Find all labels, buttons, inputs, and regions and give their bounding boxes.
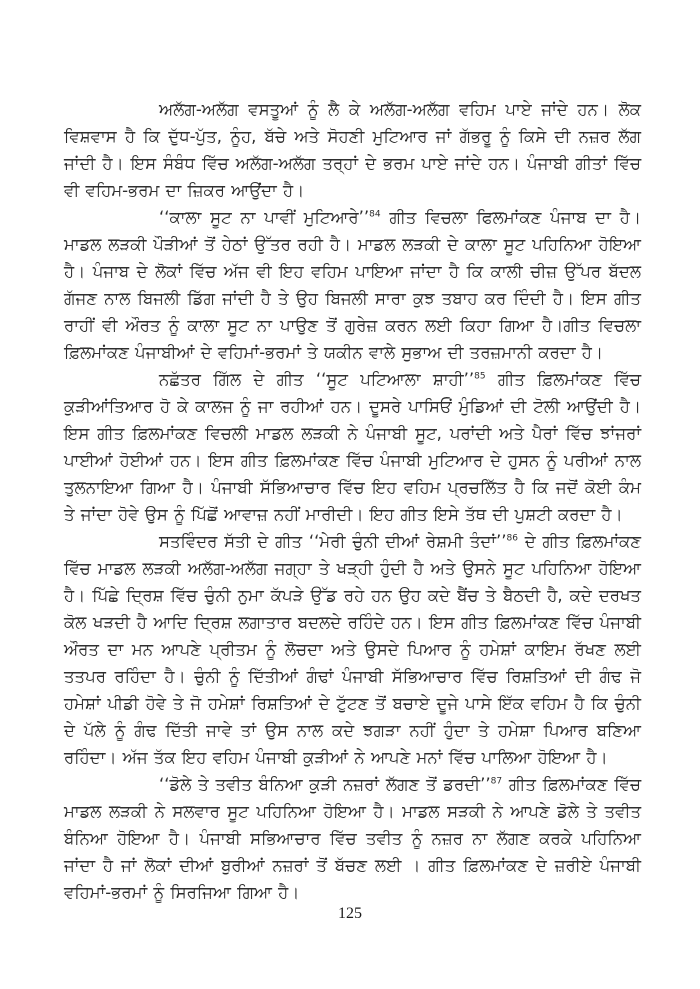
song-title-quote: ‘‘ਮੇਰੀ ਚੁੰਨੀ ਦੀਆਂ ਰੇਸ਼ਮੀ ਤੰਦਾਂ’’ [308,532,507,551]
song-title-quote: ‘‘ਸੂਟ ਪਟਿਆਲਾ ਸ਼ਾਹੀ’’ [315,370,475,389]
paragraph-text: ਸਤਵਿੰਦਰ ਸੱਤੀ ਦੇ ਗੀਤ [159,532,309,551]
footnote-ref-86: 86 [506,533,518,544]
page-number: 125 [338,905,362,922]
footnote-ref-87: 87 [490,776,503,787]
song-title-quote: ‘‘ਡੋਲੇ ਤੇ ਤਵੀਤ ਬੰਨਿਆ ਕੁੜੀ ਨਜ਼ਰਾਂ ਲੱਗਣ ਤੋਂ ਡਰਦੀ’’ [159,775,491,794]
song-title-quote: ‘‘ਕਾਲਾ ਸੂਟ ਨਾ ਪਾਵੀਂ ਮੁਟਿਆਰੇ’’ [159,208,370,227]
footnote-ref-85: 85 [474,371,486,382]
footnote-ref-84: 84 [369,209,381,220]
paragraph-text: ਨਛੱਤਰ ਗਿੱਲ ਦੇ ਗੀਤ [159,370,316,389]
paragraph-4 [64,528,641,771]
text-block [64,96,641,906]
paragraph-text: ਗੀਤ ਵਿਚਲਾ ਫਿਲਮਾਂਕਣ ਪੰਜਾਬ ਦਾ ਹੈ। ਮਾਡਲ ਲੜਕੀ ਪੌੜੀਆਂ ਤੋਂ ਹੇਠਾਂ ਉੱਤਰ ਰਹੀ ਹੈ। ਮਾਡਲ ਲੜਕੀ ਦੇ ਕਾਲਾ ਸੂਟ ਪਹਿਨਿਆ ਹੋਇਆ ਹੈ। ਪੰਜਾਬ ਦੇ ਲੋਕਾਂ ਵਿੱਚ ਅੱਜ ਵੀ ਇਹ ਵਹਿਮ ਪਾਇਆ ਜਾਂਦਾ ਹੈ ਕਿ ਕਾਲੀ ਚੀਜ਼ ਉੱਪਰ ਬੱਦਲ ਗੱਜਣ ਨਾਲ ਬਿਜਲੀ ਡਿੱਗ ਜਾਂਦੀ ਹੈ ਤੇ ਉਹ ਬਿਜਲੀ ਸਾਰਾ ਕੁਝ ਤਬਾਹ ਕਰ ਦਿੰਦੀ ਹੈ। ਇਸ ਗੀਤ ਰਾਹੀਂ ਵੀ ਔਰਤ ਨੂੰ ਕਾਲਾ ਸੂਟ ਨਾ ਪਾਉਣ ਤੋਂ ਗੁਰੇਜ਼ ਕਰਨ ਲਈ ਕਿਹਾ ਗਿਆ ਹੈ।ਗੀਤ ਵਿਚਲਾ ਫ਼ਿਲਮਾਂਕਣ ਪੰਜਾਬੀਆਂ ਦੇ ਵਹਿਮਾਂ-ਭਰਮਾਂ ਤੇ ਯਕੀਨ ਵਾਲੇ ਸੁਭਾਅ ਦੀ ਤਰਜ਼ਮਾਨੀ ਕਰਦਾ ਹੈ। [64,208,641,362]
paragraph-text: ਗੀਤ ਫ਼ਿਲਮਾਂਕਣ ਵਿੱਚ ਮਾਡਲ ਲੜਕੀ ਨੇ ਸਲਵਾਰ ਸੂਟ ਪਹਿਨਿਆ ਹੋਇਆ ਹੈ। ਮਾਡਲ ਸੜਕੀ ਨੇ ਆਪਣੇ ਡੋਲੇ ਤੇ ਤਵੀਤ ਬੰਨਿਆ ਹੋਇਆ ਹੈ। ਪੰਜਾਬੀ ਸਭਿਆਚਾਰ ਵਿੱਚ ਤਵੀਤ ਨੂੰ ਨਜ਼ਰ ਨਾ ਲੱਗਣ ਕਰਕੇ ਪਹਿਨਿਆ ਜਾਂਦਾ ਹੈ ਜਾਂ ਲੋਕਾਂ ਦੀਆਂ ਬੁਰੀਆਂ ਨਜ਼ਰਾਂ ਤੋਂ ਬੱਚਣ ਲਈ । ਗੀਤ ਫ਼ਿਲਮਾਂਕਣ ਦੇ ਜ਼ਰੀਏ ਪੰਜਾਬੀ ਵਹਿਮਾਂ-ਭਰਮਾਂ ਨੂੰ ਸਿਰਜਿਆ ਗਿਆ ਹੈ। [64,775,641,902]
paragraph-text: ਅਲੱਗ-ਅਲੱਗ ਵਸਤੂਆਂ ਨੂੰ ਲੈ ਕੇ ਅਲੱਗ-ਅਲੱਗ ਵਹਿਮ ਪਾਏ ਜਾਂਦੇ ਹਨ। ਲੋਕ ਵਿਸ਼ਵਾਸ ਹੈ ਕਿ ਦੁੱਧ-ਪੁੱਤ, ਨੂੰਹ, ਬੱਚੇ ਅਤੇ ਸੋਹਣੀ ਮੁਟਿਆਰ ਜਾਂ ਗੱਭਰੂ ਨੂੰ ਕਿਸੇ ਦੀ ਨਜ਼ਰ ਲੱਗ ਜਾਂਦੀ ਹੈ। ਇਸ ਸੰਬੰਧ ਵਿੱਚ ਅਲੱਗ-ਅਲੱਗ ਤਰ੍ਹਾਂ ਦੇ ਭਰਮ ਪਾਏ ਜਾਂਦੇ ਹਨ। ਪੰਜਾਬੀ ਗੀਤਾਂ ਵਿੱਚ ਵੀ ਵਹਿਮ-ਭਰਮ ਦਾ ਜ਼ਿਕਰ ਆਉਂਦਾ ਹੈ। [64,100,641,200]
paragraph-2 [64,204,641,366]
paragraph-3 [64,366,641,528]
paragraph-5 [64,771,641,906]
paragraph-text: ਦੇ ਗੀਤ ਫ਼ਿਲਮਾਂਕਣ ਵਿੱਚ ਮਾਡਲ ਲੜਕੀ ਅਲੱਗ-ਅਲੱਗ ਜਗ੍ਹਾ ਤੇ ਖੜ੍ਹੀ ਹੁੰਦੀ ਹੈ ਅਤੇ ਉਸਨੇ ਸੂਟ ਪਹਿਨਿਆ ਹੋਇਆ ਹੈ। ਪਿੱਛੇ ਦ੍ਰਿਸ਼ ਵਿੱਚ ਚੁੰਨੀ ਨੁਮਾ ਕੱਪੜੇ ਉੱਡ ਰਹੇ ਹਨ ਉਹ ਕਦੇ ਬੈਂਚ ਤੇ ਬੈਠਦੀ ਹੈ, ਕਦੇ ਦਰਖਤ ਕੋਲ ਖੜਦੀ ਹੈ ਆਦਿ ਦ੍ਰਿਸ਼ ਲਗਾਤਾਰ ਬਦਲਦੇ ਰਹਿੰਦੇ ਹਨ। ਇਸ ਗੀਤ ਫ਼ਿਲਮਾਂਕਣ ਵਿੱਚ ਪੰਜਾਬੀ ਔਰਤ ਦਾ ਮਨ ਆਪਣੇ ਪ੍ਰੀਤਮ ਨੂੰ ਲੋਚਦਾ ਅਤੇ ਉਸਦੇ ਪਿਆਰ ਨੂੰ ਹਮੇਸ਼ਾਂ ਕਾਇਮ ਰੱਖਣ ਲਈ ਤਤਪਰ ਰਹਿੰਦਾ ਹੈ। ਚੁੰਨੀ ਨੂੰ ਦਿੱਤੀਆਂ ਗੰਢਾਂ ਪੰਜਾਬੀ ਸੱਭਿਆਚਾਰ ਵਿੱਚ ਰਿਸ਼ਤਿਆਂ ਦੀ ਗੰਢ ਜੋ ਹਮੇਸ਼ਾਂ ਪੀਡੀ ਹੋਵੇ ਤੇ ਜੋ ਹਮੇਸ਼ਾਂ ਰਿਸ਼ਤਿਆਂ ਦੇ ਟੁੱਟਣ ਤੋਂ ਬਚਾਏ ਦੂਜੇ ਪਾਸੇ ਇੱਕ ਵਹਿਮ ਹੈ ਕਿ ਚੁੰਨੀ ਦੇ ਪੱਲੇ ਨੂੰ ਗੰਢ ਦਿੱਤੀ ਜਾਵੇ ਤਾਂ ਉਸ ਨਾਲ ਕਦੇ ਝਗੜਾ ਨਹੀਂ ਹੁੰਦਾ ਤੇ ਹਮੇਸ਼ਾ ਪਿਆਰ ਬਣਿਆ ਰਹਿੰਦਾ। ਅੱਜ ਤੱਕ ਇਹ ਵਹਿਮ ਪੰਜਾਬੀ ਕੁੜੀਆਂ ਨੇ ਆਪਣੇ ਮਨਾਂ ਵਿੱਚ ਪਾਲਿਆ ਹੋਇਆ ਹੈ। [64,532,641,767]
paragraph-1 [64,96,641,204]
paragraph-text: ਗੀਤ ਫ਼ਿਲਮਾਂਕਣ ਵਿੱਚ ਕੁੜੀਆਂਤਿਆਰ ਹੋ ਕੇ ਕਾਲਜ ਨੂੰ ਜਾ ਰਹੀਆਂ ਹਨ। ਦੂਸਰੇ ਪਾਸਿਓਂ ਮੁੰਡਿਆਂ ਦੀ ਟੋਲੀ ਆਉਂਦੀ ਹੈ। ਇਸ ਗੀਤ ਫ਼ਿਲਮਾਂਕਣ ਵਿਚਲੀ ਮਾਡਲ ਲੜਕੀ ਨੇ ਪੰਜਾਬੀ ਸੂਟ, ਪਰਾਂਦੀ ਅਤੇ ਪੈਰਾਂ ਵਿੱਚ ਝਾਂਜਰਾਂ ਪਾਈਆਂ ਹੋਈਆਂ ਹਨ। ਇਸ ਗੀਤ ਫ਼ਿਲਮਾਂਕਣ ਵਿੱਚ ਪੰਜਾਬੀ ਮੁਟਿਆਰ ਦੇ ਹੁਸਨ ਨੂੰ ਪਰੀਆਂ ਨਾਲ ਤੁਲਨਾਇਆ ਗਿਆ ਹੈ। ਪੰਜਾਬੀ ਸੱਭਿਆਚਾਰ ਵਿੱਚ ਇਹ ਵਹਿਮ ਪ੍ਰਚਲਿੱਤ ਹੈ ਕਿ ਜਦੋਂ ਕੋਈ ਕੰਮ ਤੇ ਜਾਂਦਾ ਹੋਵੇ ਉਸ ਨੂੰ ਪਿੱਛੋਂ ਆਵਾਜ਼ ਨਹੀਂ ਮਾਰੀਦੀ। ਇਹ ਗੀਤ ਇਸੇ ਤੱਥ ਦੀ ਪੁਸ਼ਟੀ ਕਰਦਾ ਹੈ। [64,370,641,524]
